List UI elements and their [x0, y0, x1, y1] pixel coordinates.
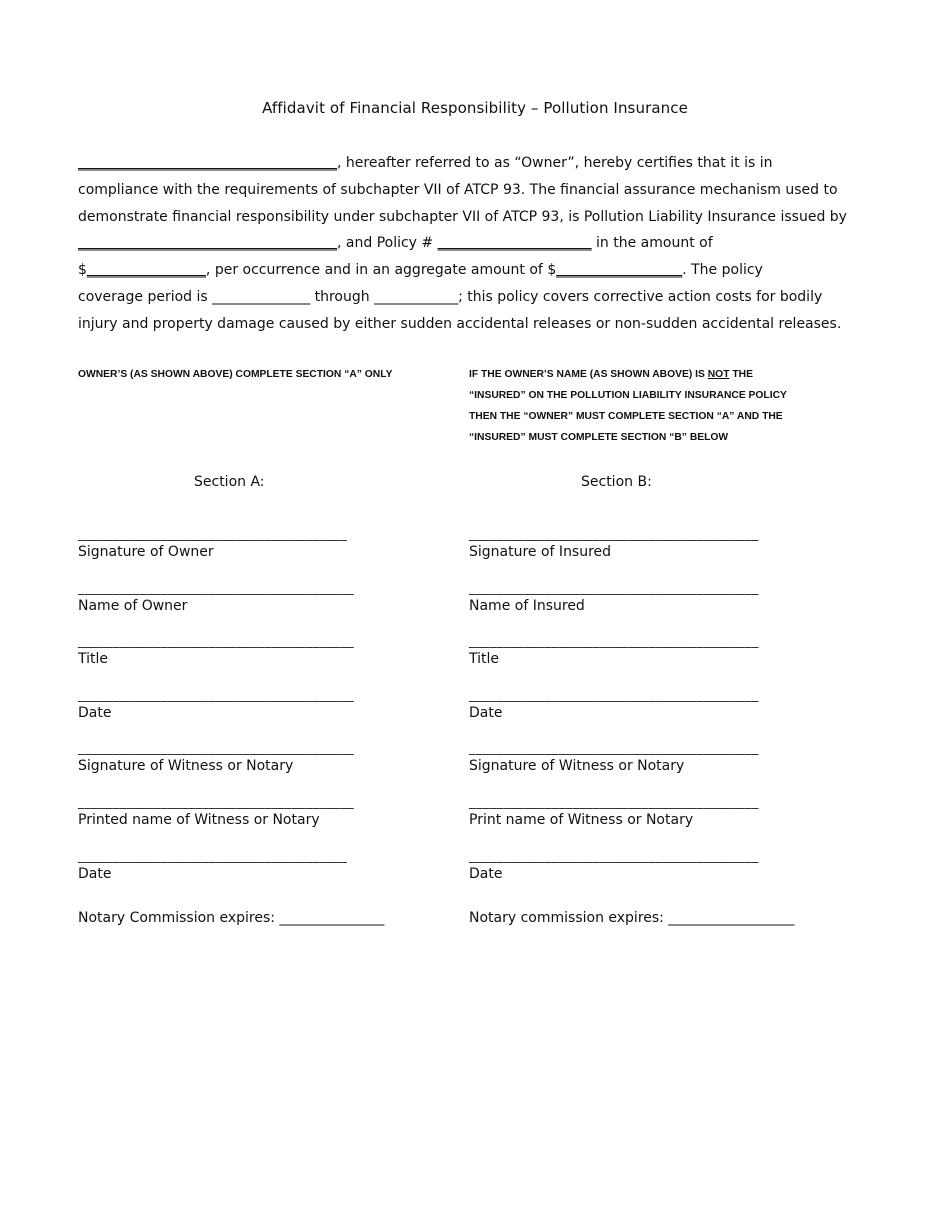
- section-a-notary-expiration: [78, 910, 384, 926]
- section-a-instruction: [78, 364, 438, 385]
- signature-line[interactable]: ________________________________________: [78, 687, 354, 703]
- field-label: Date: [469, 865, 503, 882]
- paragraph-text: , per occurrence and in an aggregate amount of $: [205, 262, 557, 279]
- owner-witness-printed-name-field[interactable]: [78, 796, 354, 850]
- paragraph-text: , hereafter referred to as “Owner”, hereby certifies that it is in: [337, 155, 773, 171]
- owner-date-field[interactable]: [78, 689, 354, 743]
- signature-line[interactable]: __________________________________________: [469, 634, 759, 650]
- signature-line[interactable]: ________________________________________: [78, 634, 354, 650]
- name-of-owner-field[interactable]: [78, 582, 354, 636]
- instruction-line-1: [469, 364, 869, 385]
- field-label: Name of Insured: [469, 597, 585, 614]
- paragraph-line-7: injury and property damage caused by either sudden accidental releases or non-sudden accidental releases.: [78, 315, 842, 332]
- notary-expires-label: Notary Commission expires:: [78, 910, 280, 926]
- notary-expires-label: Notary commission expires:: [469, 910, 669, 926]
- certification-paragraph: [78, 150, 868, 338]
- signature-line[interactable]: __________________________________________: [469, 848, 759, 864]
- field-label: Signature of Owner: [78, 544, 214, 560]
- insurer-name-blank[interactable]: _____________________________________: [78, 235, 337, 252]
- name-of-insured-field[interactable]: [469, 582, 759, 636]
- owner-witness-date-field[interactable]: [78, 850, 354, 904]
- signature-of-owner-field[interactable]: [78, 528, 354, 582]
- field-label: Signature of Witness or Notary: [469, 758, 685, 775]
- signature-line[interactable]: ________________________________________: [78, 794, 354, 810]
- section-a-fields: [78, 528, 354, 903]
- signature-line[interactable]: __________________________________________: [469, 527, 759, 542]
- owner-name-blank[interactable]: _____________________________________: [78, 155, 337, 171]
- aggregate-amount-blank[interactable]: __________________: [556, 262, 683, 279]
- section-b-notary-expiration: [469, 910, 794, 926]
- field-label: Signature of Insured: [469, 544, 612, 560]
- paragraph-text: ; this policy covers corrective action costs for bodily: [458, 288, 823, 305]
- paragraph-line-1: [78, 150, 868, 177]
- instruction-text: THE: [729, 369, 753, 380]
- signature-line[interactable]: ________________________________________: [78, 580, 354, 596]
- policy-number-blank[interactable]: ______________________: [437, 235, 592, 252]
- paragraph-text: coverage period is: [78, 288, 213, 305]
- field-label: Signature of Witness or Notary: [78, 758, 294, 775]
- paragraph-text: . The policy: [682, 262, 763, 279]
- instruction-line-3: THEN THE “OWNER” MUST COMPLETE SECTION “A” AND THE: [469, 411, 783, 422]
- paragraph-line-2: compliance with the requirements of subchapter VII of ATCP 93. The financial assurance mechanism used to: [78, 181, 838, 198]
- owner-title-field[interactable]: [78, 635, 354, 689]
- insured-witness-date-field[interactable]: [469, 850, 759, 904]
- signature-of-insured-field[interactable]: [469, 528, 759, 582]
- notary-expires-blank[interactable]: _______________: [279, 910, 385, 926]
- dollar-sign: $: [78, 262, 87, 279]
- section-a-heading: Section A:: [194, 474, 265, 490]
- field-label: Date: [469, 704, 503, 721]
- field-label: Date: [78, 865, 112, 882]
- instruction-line-4: “INSURED” MUST COMPLETE SECTION “B” BELOW: [469, 432, 729, 443]
- field-label: Title: [78, 651, 109, 668]
- insured-witness-signature-field[interactable]: [469, 742, 759, 796]
- signature-line[interactable]: __________________________________________: [469, 687, 759, 703]
- paragraph-line-3: demonstrate financial responsibility under subchapter VII of ATCP 93, is Pollution Liability Insurance issued by: [78, 208, 847, 225]
- paragraph-text: , and Policy #: [337, 235, 438, 252]
- instruction-text: IF THE OWNER’S NAME (AS SHOWN ABOVE) IS: [469, 369, 708, 380]
- signature-line[interactable]: __________________________________________: [469, 580, 759, 596]
- signature-line[interactable]: __________________________________________: [469, 794, 759, 810]
- per-occurrence-amount-blank[interactable]: _________________: [86, 262, 206, 279]
- owner-witness-signature-field[interactable]: [78, 742, 354, 796]
- signature-line[interactable]: _______________________________________: [78, 848, 348, 864]
- paragraph-text: in the amount of: [591, 235, 713, 252]
- notary-expires-blank[interactable]: __________________: [668, 910, 795, 926]
- instruction-text: OWNER’S (AS SHOWN ABOVE) COMPLETE SECTION “A” ONLY: [78, 369, 393, 380]
- section-b-fields: [469, 528, 759, 903]
- page-title: Affidavit of Financial Responsibility – Pollution Insurance: [262, 99, 688, 117]
- paragraph-line-4: [78, 230, 868, 257]
- instruction-not-emphasis: NOT: [707, 369, 730, 380]
- instruction-line-2: “INSURED” ON THE POLLUTION LIABILITY INSURANCE POLICY: [469, 390, 787, 401]
- insured-date-field[interactable]: [469, 689, 759, 743]
- paragraph-text: through: [310, 288, 375, 305]
- field-label: Date: [78, 704, 112, 721]
- field-label: Printed name of Witness or Notary: [78, 811, 320, 828]
- field-label: Title: [469, 651, 500, 668]
- signature-line[interactable]: __________________________________________: [469, 741, 759, 757]
- coverage-start-blank[interactable]: ______________: [212, 288, 311, 305]
- insured-witness-printed-name-field[interactable]: [469, 796, 759, 850]
- insured-title-field[interactable]: [469, 635, 759, 689]
- paragraph-line-5: [78, 257, 868, 284]
- signature-line[interactable]: _______________________________________: [78, 527, 348, 542]
- field-label: Name of Owner: [78, 597, 188, 614]
- paragraph-line-6: [78, 284, 868, 311]
- signature-line[interactable]: ________________________________________: [78, 741, 354, 757]
- field-label: Print name of Witness or Notary: [469, 811, 694, 828]
- section-b-heading: Section B:: [581, 474, 652, 490]
- section-b-instruction: [469, 364, 869, 448]
- coverage-end-blank[interactable]: ____________: [374, 288, 459, 305]
